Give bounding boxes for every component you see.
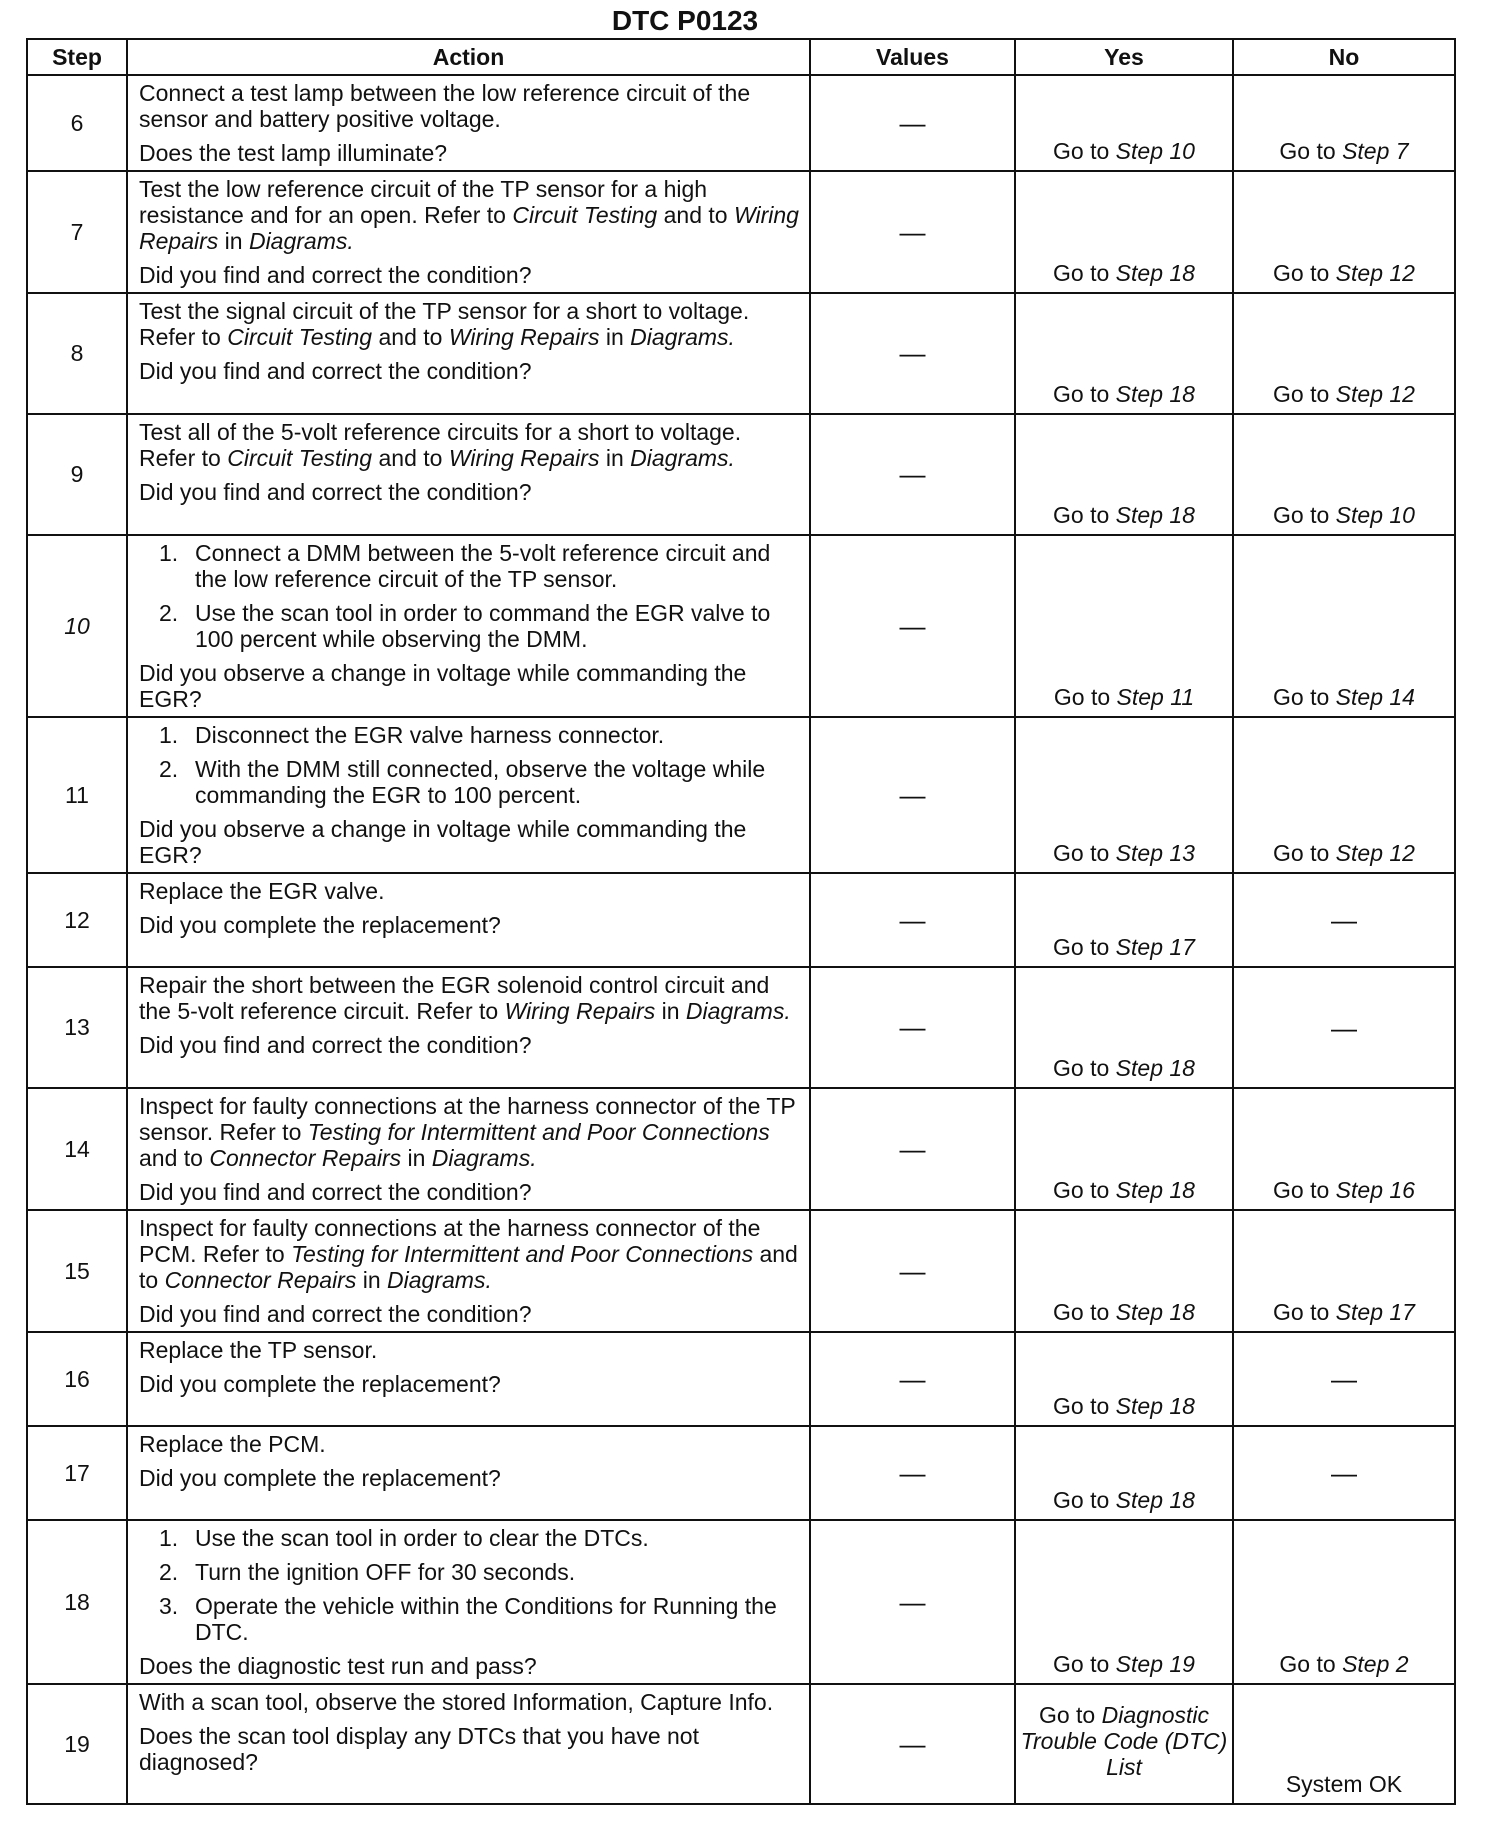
yes-cell xyxy=(1015,1426,1233,1520)
numbered-steps xyxy=(139,1525,803,1645)
action-cell xyxy=(127,873,810,967)
step-text: Disconnect the EGR valve harness connector. xyxy=(195,722,665,748)
reference-link-text: Circuit Testing xyxy=(227,324,373,350)
reference-link-text: Diagrams. xyxy=(685,998,791,1024)
values-cell: — xyxy=(810,717,1015,873)
numbered-step xyxy=(139,1559,803,1585)
yes-cell xyxy=(1015,1210,1233,1332)
text-run: in xyxy=(655,998,686,1024)
step-cell: 6 xyxy=(27,75,127,171)
step-number: 2. xyxy=(159,756,179,782)
values-cell: — xyxy=(810,1088,1015,1210)
text-run: Connect a test lamp between the low reference circuit of the sensor and battery positive voltage. xyxy=(139,80,751,132)
yes-cell xyxy=(1015,873,1233,967)
goto-prefix: Go to xyxy=(1038,1702,1102,1728)
values-cell: — xyxy=(810,873,1015,967)
action-cell xyxy=(127,1426,810,1520)
action-text xyxy=(139,80,803,132)
yes-cell xyxy=(1015,535,1233,717)
table-row xyxy=(27,873,1455,967)
text-run: in xyxy=(401,1145,432,1171)
action-cell xyxy=(127,1332,810,1426)
values-cell: — xyxy=(810,171,1015,293)
goto-prefix: Go to xyxy=(1273,1299,1336,1325)
table-row xyxy=(27,1088,1455,1210)
reference-link-text: Circuit Testing xyxy=(227,445,373,471)
step-text: Operate the vehicle within the Conditions for Running the DTC. xyxy=(195,1593,777,1645)
step-text: Use the scan tool in order to command the EGR valve to 100 percent while observing the DMM. xyxy=(195,600,771,652)
goto-prefix: Go to xyxy=(1279,1651,1343,1677)
action-cell xyxy=(127,1684,810,1804)
action-question: Does the diagnostic test run and pass? xyxy=(139,1653,537,1679)
goto-target: Step 18 xyxy=(1115,260,1195,286)
reference-link-text: Testing for Intermittent and Poor Connections xyxy=(291,1241,754,1267)
yes-cell xyxy=(1015,293,1233,414)
values-cell: — xyxy=(810,293,1015,414)
text-run: and to xyxy=(139,1241,798,1293)
goto-prefix: Go to xyxy=(1273,1177,1336,1203)
step-cell: 15 xyxy=(27,1210,127,1332)
action-cell xyxy=(127,293,810,414)
header-values: Values xyxy=(810,39,1015,75)
table-row xyxy=(27,967,1455,1088)
text-run: Replace the PCM. xyxy=(139,1431,326,1457)
goto-target: Step 18 xyxy=(1115,1299,1195,1325)
reference-link-text: Testing for Intermittent and Poor Connections xyxy=(307,1119,770,1145)
action-question: Did you complete the replacement? xyxy=(139,912,501,938)
numbered-step xyxy=(139,600,803,652)
action-question: Did you find and correct the condition? xyxy=(139,262,532,288)
reference-link-text: Wiring Repairs xyxy=(139,202,799,254)
action-cell xyxy=(127,1210,810,1332)
reference-link-text: Diagrams. xyxy=(387,1267,492,1293)
action-question: Did you find and correct the condition? xyxy=(139,1301,532,1327)
step-cell: 18 xyxy=(27,1520,127,1684)
text-run: in xyxy=(218,228,249,254)
action-text xyxy=(139,1689,803,1715)
action-question: Did you observe a change in voltage while commanding the EGR? xyxy=(139,816,747,868)
action-text xyxy=(139,972,803,1024)
header-no: No xyxy=(1233,39,1455,75)
table-row xyxy=(27,75,1455,171)
step-cell: 9 xyxy=(27,414,127,535)
text-run: Test the low reference circuit of the TP sensor for a high resistance and for an open. Refer to xyxy=(139,176,708,228)
yes-cell xyxy=(1015,967,1233,1088)
goto-target: Step 10 xyxy=(1115,138,1195,164)
text-run: in xyxy=(599,445,631,471)
goto-target: Step 17 xyxy=(1115,934,1195,960)
text-run: and to xyxy=(657,202,734,228)
no-cell xyxy=(1233,717,1455,873)
text-run: Inspect for faulty connections at the harness connector of the TP sensor. Refer to xyxy=(139,1093,796,1145)
goto-target: Step 13 xyxy=(1115,840,1195,866)
goto-target: Step 10 xyxy=(1335,502,1415,528)
yes-cell xyxy=(1015,171,1233,293)
reference-link-text: Diagrams. xyxy=(248,228,354,254)
text-run: and to xyxy=(139,1145,210,1171)
reference-link-text: Circuit Testing xyxy=(512,202,658,228)
goto-prefix: Go to xyxy=(1053,840,1116,866)
header-action: Action xyxy=(127,39,810,75)
yes-cell xyxy=(1015,1520,1233,1684)
reference-link-text: Wiring Repairs xyxy=(448,324,600,350)
step-text: Connect a DMM between the 5-volt reference circuit and the low reference circuit of the TP sensor. xyxy=(195,540,771,592)
no-cell xyxy=(1233,1210,1455,1332)
step-number: 1. xyxy=(159,540,179,566)
step-number: 1. xyxy=(159,1525,179,1551)
action-question: Does the test lamp illuminate? xyxy=(139,140,448,166)
step-cell: 7 xyxy=(27,171,127,293)
values-cell: — xyxy=(810,1684,1015,1804)
table-row xyxy=(27,1426,1455,1520)
no-cell xyxy=(1233,1088,1455,1210)
goto-prefix: Go to xyxy=(1273,502,1336,528)
action-cell xyxy=(127,75,810,171)
table-row xyxy=(27,1520,1455,1684)
goto-prefix: Go to xyxy=(1053,381,1116,407)
text-run: Inspect for faulty connections at the harness connector of the PCM. Refer to xyxy=(139,1215,761,1267)
no-cell xyxy=(1233,414,1455,535)
goto-target: Step 12 xyxy=(1335,260,1415,286)
step-number: 1. xyxy=(159,722,179,748)
text-run: With a scan tool, observe the stored Information, Capture Info. xyxy=(139,1689,774,1715)
goto-target: Step 16 xyxy=(1335,1177,1415,1203)
values-cell: — xyxy=(810,75,1015,171)
reference-link-text: Diagrams. xyxy=(630,324,735,350)
values-cell: — xyxy=(810,967,1015,1088)
goto-target: Step 18 xyxy=(1115,1487,1195,1513)
yes-cell xyxy=(1015,414,1233,535)
action-text xyxy=(139,1431,803,1457)
text-run: and to xyxy=(372,445,449,471)
no-cell: — xyxy=(1233,967,1455,1088)
goto-prefix: Go to xyxy=(1053,260,1116,286)
text-run: and to xyxy=(372,324,449,350)
goto-prefix: Go to xyxy=(1053,1055,1116,1081)
no-cell: — xyxy=(1233,1332,1455,1426)
goto-prefix: Go to xyxy=(1273,840,1336,866)
goto-prefix: Go to xyxy=(1053,138,1116,164)
text-run: Replace the EGR valve. xyxy=(139,878,385,904)
goto-target: Step 12 xyxy=(1335,840,1415,866)
yes-cell xyxy=(1015,1088,1233,1210)
action-cell xyxy=(127,171,810,293)
goto-target: Step 19 xyxy=(1115,1651,1195,1677)
step-cell: 12 xyxy=(27,873,127,967)
table-row xyxy=(27,535,1455,717)
text-run: Test the signal circuit of the TP sensor for a short to voltage. Refer to xyxy=(139,298,750,350)
numbered-step xyxy=(139,1593,803,1645)
goto-prefix: Go to xyxy=(1053,684,1117,710)
goto-target: Step 2 xyxy=(1342,1651,1409,1677)
no-cell: — xyxy=(1233,873,1455,967)
action-text xyxy=(139,419,803,471)
goto-prefix: Go to xyxy=(1273,684,1336,710)
action-question: Did you find and correct the condition? xyxy=(139,1179,532,1205)
table-header xyxy=(27,39,1455,75)
goto-target: Step 18 xyxy=(1115,1393,1195,1419)
no-cell xyxy=(1233,1520,1455,1684)
action-cell xyxy=(127,414,810,535)
step-cell: 16 xyxy=(27,1332,127,1426)
action-text xyxy=(139,1337,803,1363)
table-body xyxy=(27,75,1455,1804)
yes-cell xyxy=(1015,1332,1233,1426)
numbered-step xyxy=(139,1525,803,1551)
step-number: 3. xyxy=(159,1593,179,1619)
table-row xyxy=(27,717,1455,873)
step-text: Use the scan tool in order to clear the DTCs. xyxy=(195,1525,649,1551)
goto-prefix: Go to xyxy=(1053,1393,1116,1419)
goto-prefix: Go to xyxy=(1053,1487,1116,1513)
goto-prefix: Go to xyxy=(1053,934,1116,960)
goto-target: Step 17 xyxy=(1335,1299,1415,1325)
action-question: Did you find and correct the condition? xyxy=(139,358,532,384)
numbered-step xyxy=(139,540,803,592)
step-cell: 17 xyxy=(27,1426,127,1520)
text-run: in xyxy=(599,324,631,350)
step-cell: 19 xyxy=(27,1684,127,1804)
no-cell xyxy=(1233,293,1455,414)
goto-prefix: Go to xyxy=(1279,138,1343,164)
reference-link-text: Wiring Repairs xyxy=(504,998,656,1024)
action-cell xyxy=(127,1520,810,1684)
action-question: Did you find and correct the condition? xyxy=(139,1032,532,1058)
goto-prefix: Go to xyxy=(1053,1651,1116,1677)
step-text: With the DMM still connected, observe the voltage while commanding the EGR to 100 percent. xyxy=(195,756,766,808)
goto-prefix: Go to xyxy=(1273,260,1336,286)
table-row xyxy=(27,414,1455,535)
table-row xyxy=(27,1684,1455,1804)
step-cell: 8 xyxy=(27,293,127,414)
numbered-steps xyxy=(139,722,803,808)
goto-target: Step 18 xyxy=(1115,381,1195,407)
text-run: Repair the short between the EGR solenoid control circuit and the 5-volt reference circuit. Refer to xyxy=(139,972,770,1024)
goto-target: Diagnostic Trouble Code (DTC) List xyxy=(1020,1702,1228,1780)
step-number: 2. xyxy=(159,600,179,626)
no-cell xyxy=(1233,75,1455,171)
reference-link-text: Connector Repairs xyxy=(209,1145,402,1171)
step-number: 2. xyxy=(159,1559,179,1585)
no-cell: — xyxy=(1233,1426,1455,1520)
text-run: Replace the TP sensor. xyxy=(139,1337,378,1363)
reference-link-text: Wiring Repairs xyxy=(448,445,600,471)
goto-prefix: Go to xyxy=(1273,381,1336,407)
table-row xyxy=(27,293,1455,414)
goto-prefix: Go to xyxy=(1053,1177,1116,1203)
action-text xyxy=(139,1215,803,1293)
no-cell: System OK xyxy=(1233,1684,1455,1804)
numbered-step xyxy=(139,722,803,748)
action-cell xyxy=(127,1088,810,1210)
no-cell xyxy=(1233,171,1455,293)
step-cell: 11 xyxy=(27,717,127,873)
no-cell xyxy=(1233,535,1455,717)
header-yes: Yes xyxy=(1015,39,1233,75)
action-question: Does the scan tool display any DTCs that you have not diagnosed? xyxy=(139,1723,699,1775)
numbered-step xyxy=(139,756,803,808)
page-title: DTC P0123 xyxy=(611,5,759,36)
reference-link-text: Diagrams. xyxy=(431,1145,537,1171)
goto-target: Step 7 xyxy=(1342,138,1409,164)
goto-target: Step 14 xyxy=(1335,684,1415,710)
action-cell xyxy=(127,967,810,1088)
yes-cell xyxy=(1015,717,1233,873)
values-cell: — xyxy=(810,1426,1015,1520)
values-cell: — xyxy=(810,414,1015,535)
values-cell: — xyxy=(810,535,1015,717)
table-row xyxy=(27,1332,1455,1426)
numbered-steps xyxy=(139,540,803,652)
step-text: Turn the ignition OFF for 30 seconds. xyxy=(195,1559,576,1585)
action-question: Did you observe a change in voltage while commanding the EGR? xyxy=(139,660,747,712)
step-cell: 13 xyxy=(27,967,127,1088)
table-row xyxy=(27,1210,1455,1332)
action-text xyxy=(139,298,803,350)
yes-cell xyxy=(1015,75,1233,171)
header-row xyxy=(27,39,1455,75)
action-text xyxy=(139,176,803,254)
values-cell: — xyxy=(810,1332,1015,1426)
values-cell: — xyxy=(810,1520,1015,1684)
action-question: Did you complete the replacement? xyxy=(139,1465,501,1491)
header-step: Step xyxy=(27,39,127,75)
action-question: Did you complete the replacement? xyxy=(139,1371,501,1397)
reference-link-text: Diagrams. xyxy=(630,445,735,471)
text-run: in xyxy=(356,1267,388,1293)
action-text xyxy=(139,1093,803,1171)
goto-target: Step 12 xyxy=(1335,381,1415,407)
action-text xyxy=(139,878,803,904)
goto-target: Step 18 xyxy=(1115,502,1195,528)
goto-target: Step 18 xyxy=(1115,1177,1195,1203)
step-cell: 10 xyxy=(27,535,127,717)
goto-prefix: Go to xyxy=(1053,1299,1116,1325)
table-row xyxy=(27,171,1455,293)
goto-target: Step 18 xyxy=(1115,1055,1195,1081)
diagnostic-table xyxy=(26,38,1456,1805)
text-run: Test all of the 5-volt reference circuits for a short to voltage. Refer to xyxy=(139,419,742,471)
action-question: Did you find and correct the condition? xyxy=(139,479,532,505)
goto-target: Step 11 xyxy=(1116,684,1195,710)
action-cell xyxy=(127,535,810,717)
reference-link-text: Connector Repairs xyxy=(164,1267,357,1293)
goto-prefix: Go to xyxy=(1053,502,1116,528)
step-cell: 14 xyxy=(27,1088,127,1210)
yes-cell xyxy=(1015,1684,1233,1804)
values-cell: — xyxy=(810,1210,1015,1332)
action-cell xyxy=(127,717,810,873)
